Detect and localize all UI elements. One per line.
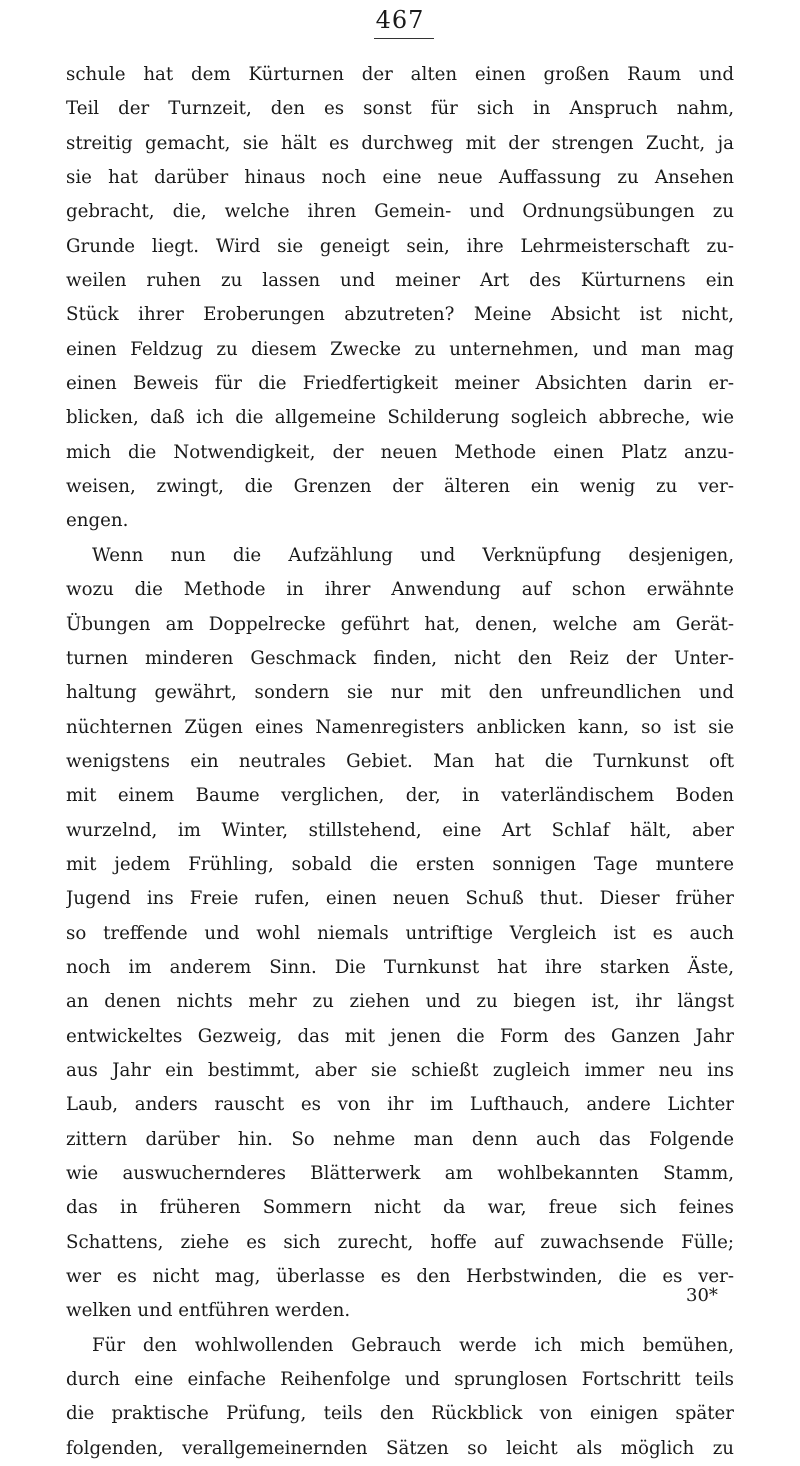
text-line: haltung gewährt, sondern sie nur mit den unfreundlichen und (66, 682, 734, 704)
text-line: gebracht, die, welche ihren Gemein- und Ordnungsübungen zu (66, 201, 734, 223)
text-line: Für den wohlwollenden Gebrauch werde ich mich bemühen, (92, 1334, 734, 1356)
signature-mark: 30* (686, 1285, 718, 1306)
text-line: die praktische Prüfung, teils den Rückblick von einigen später (66, 1403, 734, 1425)
text-line: Teil der Turnzeit, den es sonst für sich in Anspruch nahm, (66, 98, 734, 120)
text-line: wurzelnd, im Winter, stillstehend, eine Art Schlaf hält, aber (66, 819, 734, 841)
text-line: zittern darüber hin. So nehme man denn auch das Folgende (66, 1128, 734, 1150)
page-number: 467 (375, 6, 425, 34)
text-line: Grunde liegt. Wird sie geneigt sein, ihre Lehrmeisterschaft zu- (66, 235, 734, 257)
paragraph (66, 1329, 734, 1466)
text-line: folgenden, verallgemeinernden Sätzen so leicht als möglich zu (66, 1437, 734, 1459)
text-line: einen Beweis für die Friedfertigkeit meiner Absichten darin er- (66, 373, 734, 395)
text-line: an denen nichts mehr zu ziehen und zu biegen ist, ihr längst (66, 991, 734, 1013)
text-line: aus Jahr ein bestimmt, aber sie schießt zugleich immer neu ins (66, 1059, 734, 1081)
paragraph (66, 58, 734, 539)
text-line: streitig gemacht, sie hält es durchweg mit der strengen Zucht, ja (66, 132, 734, 154)
text-line: Wenn nun die Aufzählung und Verknüpfung desjenigen, (92, 544, 734, 566)
text-line: wie auswuchernderes Blätterwerk am wohlbekannten Stamm, (66, 1163, 734, 1184)
text-line: mich die Notwendigkeit, der neuen Methode einen Platz anzu- (66, 441, 734, 463)
text-line: Schattens, ziehe es sich zurecht, hoffe auf zuwachsende Fülle; (66, 1231, 734, 1253)
text-line: wenigstens ein neutrales Gebiet. Man hat die Turnkunst oft (66, 750, 734, 772)
text-line: weilen ruhen zu lassen und meiner Art des Kürturnens ein (66, 270, 734, 292)
text-line: mit einem Baume verglichen, der, in vaterländischem Boden (66, 785, 734, 807)
text-line: turnen minderen Geschmack finden, nicht den Reiz der Unter- (66, 647, 734, 669)
text-line: welken und entführen werden. (66, 1300, 351, 1322)
text-line: mit jedem Frühling, sobald die ersten sonnigen Tage muntere (66, 853, 734, 875)
text-line: Laub, anders rauscht es von ihr im Lufthauch, andere Lichter (66, 1094, 734, 1116)
text-line: entwickeltes Gezweig, das mit jenen die Form des Ganzen Jahr (66, 1025, 734, 1047)
text-line: sie hat darüber hinaus noch eine neue Auffassung zu Ansehen (66, 167, 734, 189)
text-line: weisen, zwingt, die Grenzen der älteren ein wenig zu ver- (66, 476, 734, 498)
text-line: noch im anderem Sinn. Die Turnkunst hat ihre starken Äste, (66, 956, 734, 978)
text-line: Stück ihrer Eroberungen abzutreten? Meine Absicht ist nicht, (66, 304, 734, 326)
text-line: engen. (66, 510, 129, 532)
page-number-rule (374, 38, 434, 39)
text-line: blicken, daß ich die allgemeine Schilderung sogleich abbreche, wie (66, 407, 734, 429)
text-line: so treffende und wohl niemals untriftige Vergleich ist es auch (66, 922, 734, 944)
body-text (66, 58, 734, 1466)
text-line: durch eine einfache Reihenfolge und sprunglosen Fortschritt teils (66, 1369, 734, 1391)
text-line: nüchternen Zügen eines Namenregisters anblicken kann, so ist sie (66, 716, 734, 738)
text-line: wer es nicht mag, überlasse es den Herbstwinden, die es ver- (66, 1266, 734, 1288)
text-line: wozu die Methode in ihrer Anwendung auf schon erwähnte (66, 579, 734, 601)
text-line: Jugend ins Freie rufen, einen neuen Schuß thut. Dieser früher (66, 888, 734, 910)
text-line: schule hat dem Kürturnen der alten einen großen Raum und (66, 64, 734, 85)
paragraph (66, 539, 734, 1329)
text-line: einen Feldzug zu diesem Zwecke zu unternehmen, und man mag (66, 338, 734, 360)
text-line: Übungen am Doppelrecke geführt hat, denen, welche am Gerät- (66, 613, 734, 635)
text-line: das in früheren Sommern nicht da war, freue sich feines (66, 1197, 734, 1219)
